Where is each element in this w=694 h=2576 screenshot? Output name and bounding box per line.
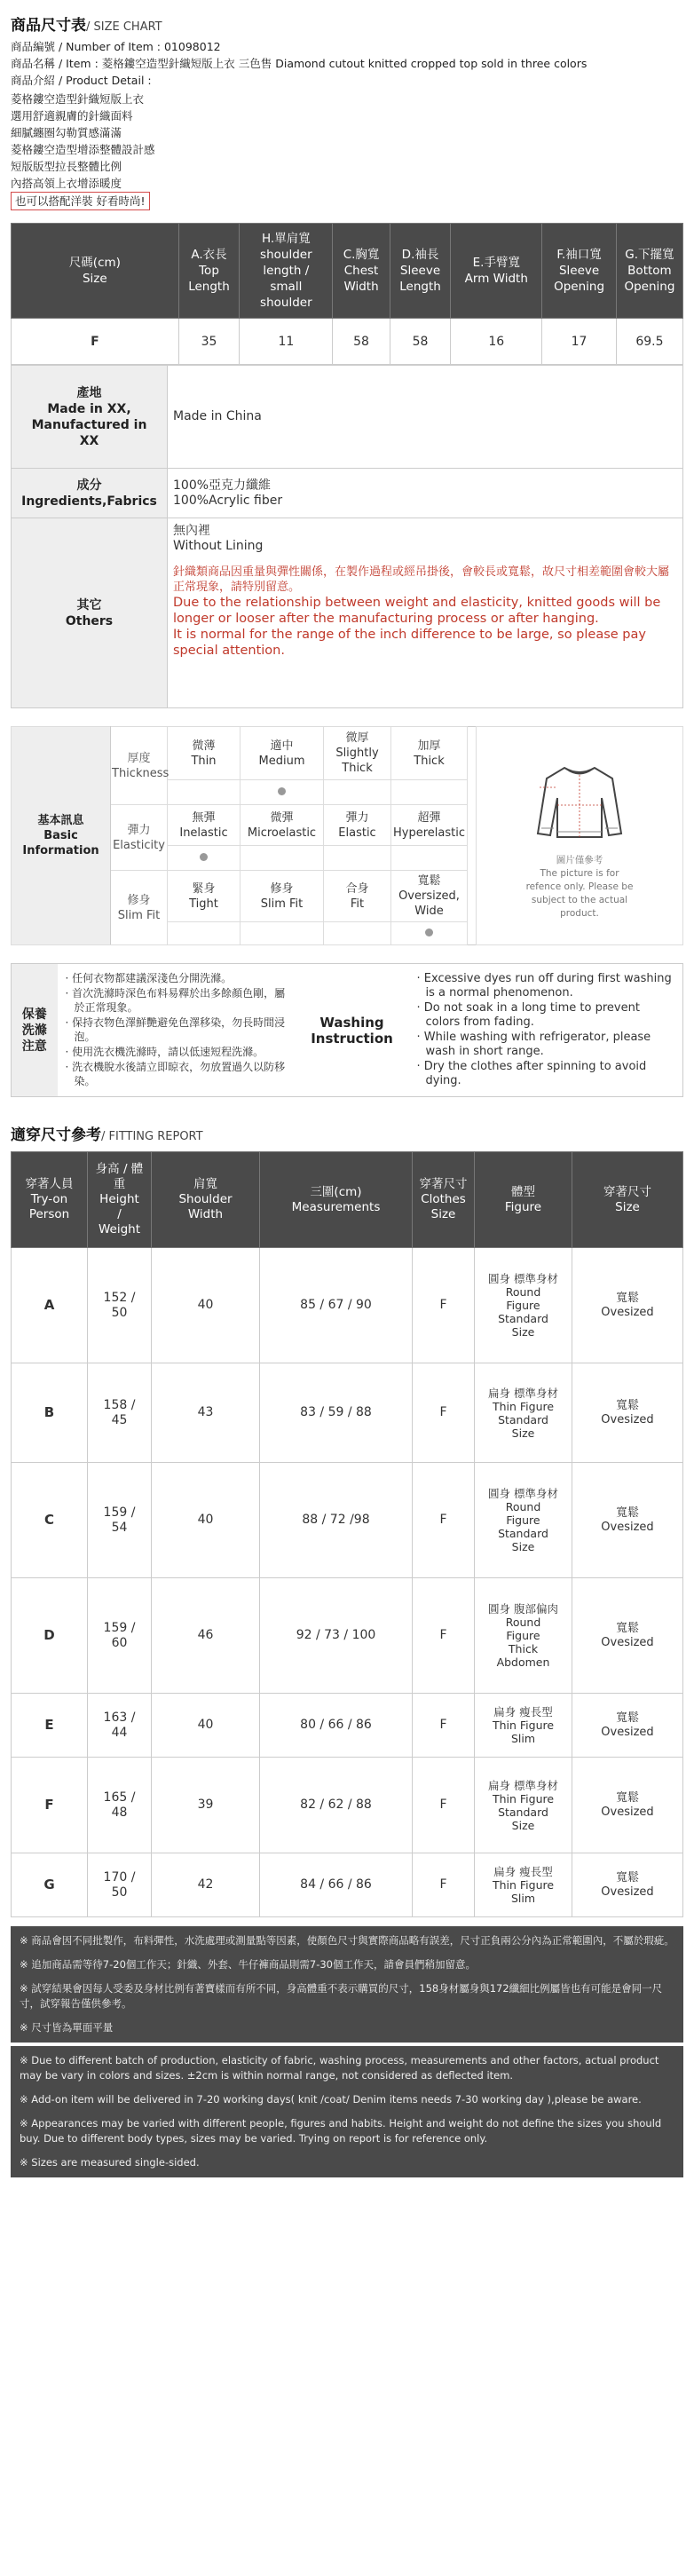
cell-figure: 圓身 標準身材 Round Figure Standard Size [475, 1463, 572, 1578]
col-top-length: A.衣長 Top Length [178, 224, 240, 319]
col-size: 尺碼(cm) Size [12, 224, 179, 319]
fitting-table [11, 1151, 683, 1917]
elasticity-hyperelastic: 超彈 Hyperelastic [391, 805, 468, 846]
elasticity-elastic: 彈力 Elastic [324, 805, 391, 846]
fitting-title-en: / FITTING REPORT [101, 1130, 203, 1143]
cell-figure: 扁身 瘦長型 Thin Figure Slim [475, 1853, 572, 1917]
care-instructions [11, 963, 683, 1097]
cell-fit: 寬鬆 Ovesized [572, 1463, 683, 1578]
lining-en: Without Lining [173, 539, 264, 553]
thickness-slightly-thick: 微厚 Slightly Thick [324, 727, 391, 780]
others-label: 其它 Others [12, 518, 168, 708]
origin-label: 產地 Made in XX, Manufactured in XX [12, 366, 168, 469]
cell-height-weight: 159 / 60 [88, 1578, 152, 1694]
size-table-header [12, 224, 683, 319]
care-item: · 保持衣物色澤鮮艷避免色澤移染，勿長時間浸泡。 [65, 1016, 286, 1043]
knit-note-zh: 針織類商品因重量與彈性關係，在製作過程或經吊掛後，會較長或寬鬆，故尺寸相差範圍會較大屬正常現象，請特別留意。 [173, 565, 670, 594]
table-row [12, 319, 683, 365]
notes-en [11, 2046, 683, 2177]
cell-figure: 扁身 標準身材 Thin Figure Standard Size [475, 1363, 572, 1463]
origin-row [12, 366, 683, 469]
others-row [12, 518, 683, 708]
detail-line: 菱格鏤空造型增添整體設計感 [11, 143, 155, 156]
cell-size: F [12, 319, 179, 365]
col-figure: 體型 Figure [475, 1152, 572, 1248]
note-zh: ※ 追加商品需等待7-20個工作天；針織、外套、牛仔褲商品則需7-30個工作天，請會員們稍加留意。 [20, 1958, 476, 1971]
thickness-row [12, 727, 683, 780]
care-item-en: · Excessive dyes run off during first washing is a normal phenomenon. [416, 971, 672, 1000]
cell-person: G [12, 1853, 88, 1917]
garment-picture [477, 727, 683, 945]
detail-line: 內搭高領上衣增添暖度 [11, 177, 122, 190]
product-info [11, 38, 683, 210]
fit-slim: 修身 Slim Fit [241, 871, 324, 922]
basic-info-label: 基本訊息 Basic Information [12, 727, 111, 945]
col-measurements: 三圍(cm) Measurements [260, 1152, 413, 1248]
col-person: 穿著人員 Try-on Person [12, 1152, 88, 1248]
spacer [468, 727, 477, 945]
fitting-table-header [12, 1152, 683, 1248]
cell: 16 [451, 319, 542, 365]
col-sleeve-opening: F.袖口寬 Sleeve Opening [542, 224, 617, 319]
detail-line: 短版版型拉長整體比例 [11, 160, 122, 173]
note-zh: ※ 商品會因不同批製作，布料彈性，水洗處理或測量點等因素，使顏色尺寸與實際商品略有誤差，尺寸正負兩公分內為正常範圍內，不屬於瑕疵。 [20, 1934, 674, 1947]
col-sleeve-length: D.袖長 Sleeve Length [390, 224, 451, 319]
cell-shoulder: 39 [152, 1758, 260, 1853]
cell-height-weight: 170 / 50 [88, 1853, 152, 1917]
thickness-label: 厚度 Thickness [111, 727, 168, 805]
cell-fit: 寬鬆 Ovesized [572, 1578, 683, 1694]
detail-list [11, 91, 683, 210]
cell-person: A [12, 1248, 88, 1363]
cell-height-weight: 158 / 45 [88, 1363, 152, 1463]
cell-person: F [12, 1758, 88, 1853]
cell-figure: 圓身 標準身材 Round Figure Standard Size [475, 1248, 572, 1363]
size-table [11, 223, 683, 365]
cell-person: D [12, 1578, 88, 1694]
cell-shoulder: 40 [152, 1248, 260, 1363]
detail-line: 選用舒適親膚的針織面料 [11, 109, 133, 122]
cell-shoulder: 42 [152, 1853, 260, 1917]
cell-measurements: 85 / 67 / 90 [260, 1248, 413, 1363]
cell-figure: 扁身 瘦長型 Thin Figure Slim [475, 1694, 572, 1758]
title-zh: 商品尺寸表 [11, 17, 86, 35]
thickness-thick: 加厚 Thick [391, 727, 468, 780]
cell-person: E [12, 1694, 88, 1758]
cell-measurements: 83 / 59 / 88 [260, 1363, 413, 1463]
cell: 17 [542, 319, 617, 365]
washing-instruction-label: Washing Instruction [311, 1014, 393, 1047]
cell-clothes-size: F [413, 1694, 475, 1758]
cell: 11 [240, 319, 333, 365]
product-header [11, 0, 683, 210]
knit-note-en: Due to the relationship between weight and elasticity, knitted goods will be longer or looser after the manufacturing process or after hanging. It is normal for the range of the inch difference to be large, so please pay special attention. [173, 596, 661, 658]
col-height-weight: 身高 / 體重 Height / Weight [88, 1152, 152, 1248]
cell: 69.5 [616, 319, 682, 365]
item-name: 商品名稱 / Item : 菱格鏤空造型針織短版上衣 三色售 Diamond cutout knitted cropped top sold in three colors [11, 57, 588, 70]
cell-height-weight: 165 / 48 [88, 1758, 152, 1853]
cell-height-weight: 159 / 54 [88, 1463, 152, 1578]
cell-measurements: 80 / 66 / 86 [260, 1694, 413, 1758]
thickness-selected-dot [241, 780, 324, 805]
col-arm-width: E.手臂寬 Arm Width [451, 224, 542, 319]
material-value [168, 469, 683, 518]
product-meta-table [11, 365, 683, 708]
detail-line: 菱格鏤空造型針織短版上衣 [11, 92, 145, 106]
origin-value: Made in China [168, 366, 683, 469]
table-row [12, 1363, 683, 1463]
cell-shoulder: 40 [152, 1463, 260, 1578]
others-value [168, 518, 683, 708]
fit-fit: 合身 Fit [324, 871, 391, 922]
col-shoulder: H.單肩寬 shoulder length / small shoulder [240, 224, 333, 319]
cell-shoulder: 46 [152, 1578, 260, 1694]
note-zh: ※ 試穿結果會因每人受委及身材比例有著寶樣而有所不同，身高體重不表示購買的尺寸，158身材屬身與172纖細比例屬皆也有可能是會同一尺寸，試穿報告僅供參考。 [20, 1982, 663, 2010]
detail-line: 細膩纏圈勾勒質感滿滿 [11, 126, 122, 139]
care-item-en: · Dry the clothes after spinning to avoid dying. [416, 1059, 647, 1087]
fit-label: 修身 Slim Fit [111, 871, 168, 945]
care-item: · 任何衣物都建議深淺色分開洗滌。 [65, 972, 233, 984]
material-row [12, 469, 683, 518]
care-item: · 首次洗滌時深色布料易釋於出多餘顏色剛，屬於正常現象。 [65, 987, 286, 1014]
basic-information [11, 726, 683, 945]
cell-fit: 寬鬆 Ovesized [572, 1363, 683, 1463]
cell-fit: 寬鬆 Ovesized [572, 1248, 683, 1363]
cell-clothes-size: F [413, 1463, 475, 1578]
title-en: / SIZE CHART [86, 20, 162, 34]
material-en: 100%Acrylic fiber [173, 493, 283, 508]
table-row [12, 1578, 683, 1694]
material-zh: 100%亞克力纖維 [173, 478, 272, 493]
elasticity-selected-dot [168, 846, 241, 871]
col-fit-size: 穿著尺寸 Size [572, 1152, 683, 1248]
care-item-en: · While washing with refrigerator, please wash in short range. [416, 1030, 651, 1058]
cell: 58 [333, 319, 390, 365]
detail-highlight: 也可以搭配洋裝 好看時尚! [11, 192, 683, 210]
col-shoulder-width: 肩寬 Shoulder Width [152, 1152, 260, 1248]
table-row [12, 1248, 683, 1363]
col-clothes-size: 穿著尺寸 Clothes Size [413, 1152, 475, 1248]
cell-person: B [12, 1363, 88, 1463]
material-label: 成分 Ingredients,Fabrics [12, 469, 168, 518]
col-chest: C.胸寬 Chest Width [333, 224, 390, 319]
cell-measurements: 82 / 62 / 88 [260, 1758, 413, 1853]
note-en: ※ Appearances may be varied with different people, figures and habits. Height and weight do not define the sizes you should buy. Due to different body types, sizes may be varied. Trying on report is for reference only. [20, 2117, 662, 2145]
sweater-diagram-icon [531, 752, 628, 849]
table-row [12, 1463, 683, 1578]
note-en: ※ Due to different batch of production, elasticity of fabric, washing process, measurements and other factors, actual product may be vary in colors and sizes. ±2cm is within normal range, not considered as deflected item. [20, 2054, 659, 2082]
col-bottom-opening: G.下擺寬 Bottom Opening [616, 224, 682, 319]
fit-oversized: 寬鬆 Oversized, Wide [391, 871, 468, 922]
cell-fit: 寬鬆 Ovesized [572, 1694, 683, 1758]
table-row [12, 1758, 683, 1853]
cell-clothes-size: F [413, 1758, 475, 1853]
cell-clothes-size: F [413, 1363, 475, 1463]
cell: 58 [390, 319, 451, 365]
fit-selected-dot [391, 922, 468, 945]
care-label-zh: 保養 洗滌 注意 [12, 964, 58, 1097]
care-item: · 使用洗衣機洗滌時，請以低速短程洗滌。 [65, 1046, 264, 1058]
cell-fit: 寬鬆 Ovesized [572, 1853, 683, 1917]
cell-measurements: 92 / 73 / 100 [260, 1578, 413, 1694]
notes-zh [11, 1926, 683, 2043]
cell-clothes-size: F [413, 1853, 475, 1917]
lining-zh: 無內裡 [173, 524, 210, 538]
cell-height-weight: 163 / 44 [88, 1694, 152, 1758]
cell-height-weight: 152 / 50 [88, 1248, 152, 1363]
table-row [12, 1694, 683, 1758]
cell-shoulder: 40 [152, 1694, 260, 1758]
cell-fit: 寬鬆 Ovesized [572, 1758, 683, 1853]
cell-figure: 圓身 腹部偏肉 Round Figure Thick Abdomen [475, 1578, 572, 1694]
cell: 35 [178, 319, 240, 365]
cell-measurements: 84 / 66 / 86 [260, 1853, 413, 1917]
fit-tight: 緊身 Tight [168, 871, 241, 922]
care-item: · 洗衣機脫水後請立即晾衣，勿放置過久以防移染。 [65, 1061, 286, 1087]
cell-person: C [12, 1463, 88, 1578]
fitting-report-title [11, 1122, 683, 1144]
elasticity-label: 彈力 Elasticity [111, 805, 168, 871]
elasticity-inelastic: 無彈 Inelastic [168, 805, 241, 846]
note-en: ※ Add-on item will be delivered in 7-20 working days( knit /coat/ Denim items needs 7-30 working day ),please be aware. [20, 2093, 642, 2106]
item-number: 商品編號 / Number of Item : 01098012 [11, 40, 221, 53]
table-row [12, 1853, 683, 1917]
detail-heading: 商品介紹 / Product Detail : [11, 74, 152, 87]
thickness-medium: 適中 Medium [241, 727, 324, 780]
elasticity-microelastic: 微彈 Microelastic [241, 805, 324, 846]
size-chart-title [11, 12, 683, 35]
fitting-title-zh: 適穿尺寸參考 [11, 1126, 101, 1144]
note-zh: ※ 尺寸皆為單面平量 [20, 2021, 114, 2034]
cell-clothes-size: F [413, 1248, 475, 1363]
care-item-en: · Do not soak in a long time to prevent colors from fading. [416, 1000, 640, 1029]
cell-measurements: 88 / 72 /98 [260, 1463, 413, 1578]
care-list-en [409, 964, 683, 1097]
care-list-zh [58, 964, 296, 1097]
cell-clothes-size: F [413, 1578, 475, 1694]
cell-shoulder: 43 [152, 1363, 260, 1463]
cell-figure: 扁身 標準身材 Thin Figure Standard Size [475, 1758, 572, 1853]
note-en: ※ Sizes are measured single-sided. [20, 2156, 200, 2169]
thickness-thin: 微薄 Thin [168, 727, 241, 780]
picture-note: 圖片僅參考 The picture is for refence only. Please be subject to the actual product. [525, 854, 634, 919]
